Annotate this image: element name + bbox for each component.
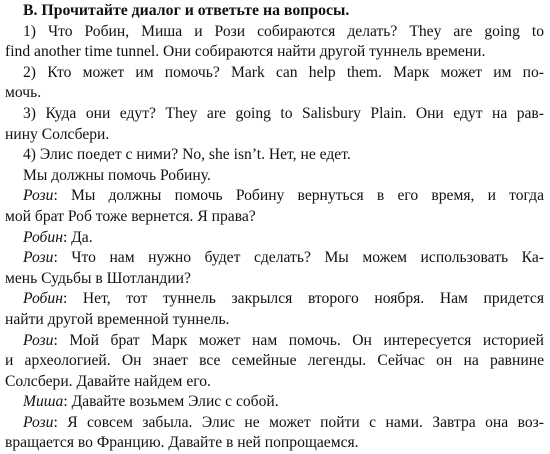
dialog-text: вращается во Францию. Давайте в ней попрощаемся. — [5, 434, 359, 452]
dialog-text: : Мы должны помочь Робину вернуться в его время, и тогда — [53, 187, 544, 205]
qa-item — [5, 104, 544, 145]
dialog-turn — [5, 331, 544, 393]
dialog-turn — [5, 248, 544, 289]
dialog-text: найти другой временной туннель. — [5, 310, 230, 328]
dialog-text: мень Судьбы в Шотландии? — [5, 269, 191, 287]
dialog-turn — [5, 289, 544, 330]
qa-item — [5, 63, 544, 104]
dialog-text: : Что нам нужно будет сделать? Мы можем использовать Ка- — [53, 249, 544, 267]
dialog-turn — [5, 228, 544, 249]
qa-line: find another time tunnel. Они собираются найти другой туннель времени. — [5, 43, 486, 61]
speaker-name: Рози — [23, 249, 54, 267]
qa-item — [5, 145, 544, 166]
qa-line: 2) Кто может им помочь? Mark can help them. Марк может им по- — [23, 63, 544, 81]
intro-line: Мы должны помочь Робину. — [23, 166, 211, 184]
dialog-block — [5, 186, 544, 454]
dialog-turn — [5, 186, 544, 227]
dialog-text: Солсбери. Давайте найдем его. — [5, 372, 211, 390]
speaker-name: Робин — [23, 228, 63, 246]
dialog-text: : Мой брат Марк может нам помочь. Он интересуется историей — [53, 331, 544, 349]
exercise-title: B. Прочитайте диалог и ответьте на вопросы. — [23, 2, 350, 19]
qa-line: мочь. — [5, 84, 42, 102]
qa-line: 1) Что Робин, Миша и Рози собираются делать? They are going to — [23, 22, 544, 40]
qa-line: 4) Элис поедет с ними? No, she isn’t. Нет, не едет. — [23, 146, 351, 164]
dialog-turn — [5, 392, 544, 413]
dialog-text: мой брат Роб тоже вернется. Я права? — [5, 207, 256, 225]
speaker-name: Рози — [23, 331, 54, 349]
qa-line: нину Солсбери. — [5, 125, 110, 143]
speaker-name: Рози — [23, 187, 54, 205]
qa-block — [5, 22, 544, 166]
textbook-page — [0, 1, 550, 452]
dialog-text: : Нет, тот туннель закрылся второго ноября. Нам придется — [62, 290, 544, 308]
dialog-text: : Давайте возьмем Элис с собой. — [63, 393, 279, 411]
speaker-name: Миша — [23, 393, 64, 411]
speaker-name: Робин — [23, 290, 63, 308]
dialog-text: : Я совсем забыла. Элис не может пойти с нами. Завтра она воз- — [53, 413, 544, 431]
speaker-name: Рози — [23, 413, 54, 431]
dialog-turn — [5, 413, 544, 454]
qa-item — [5, 22, 544, 63]
qa-line: 3) Куда они едут? They are going to Salisbury Plain. Они едут на рав- — [23, 104, 544, 122]
dialog-text: и археологией. Он знает все семейные легенды. Сейчас он на равнине — [5, 352, 544, 370]
dialog-text: : Да. — [62, 228, 93, 246]
